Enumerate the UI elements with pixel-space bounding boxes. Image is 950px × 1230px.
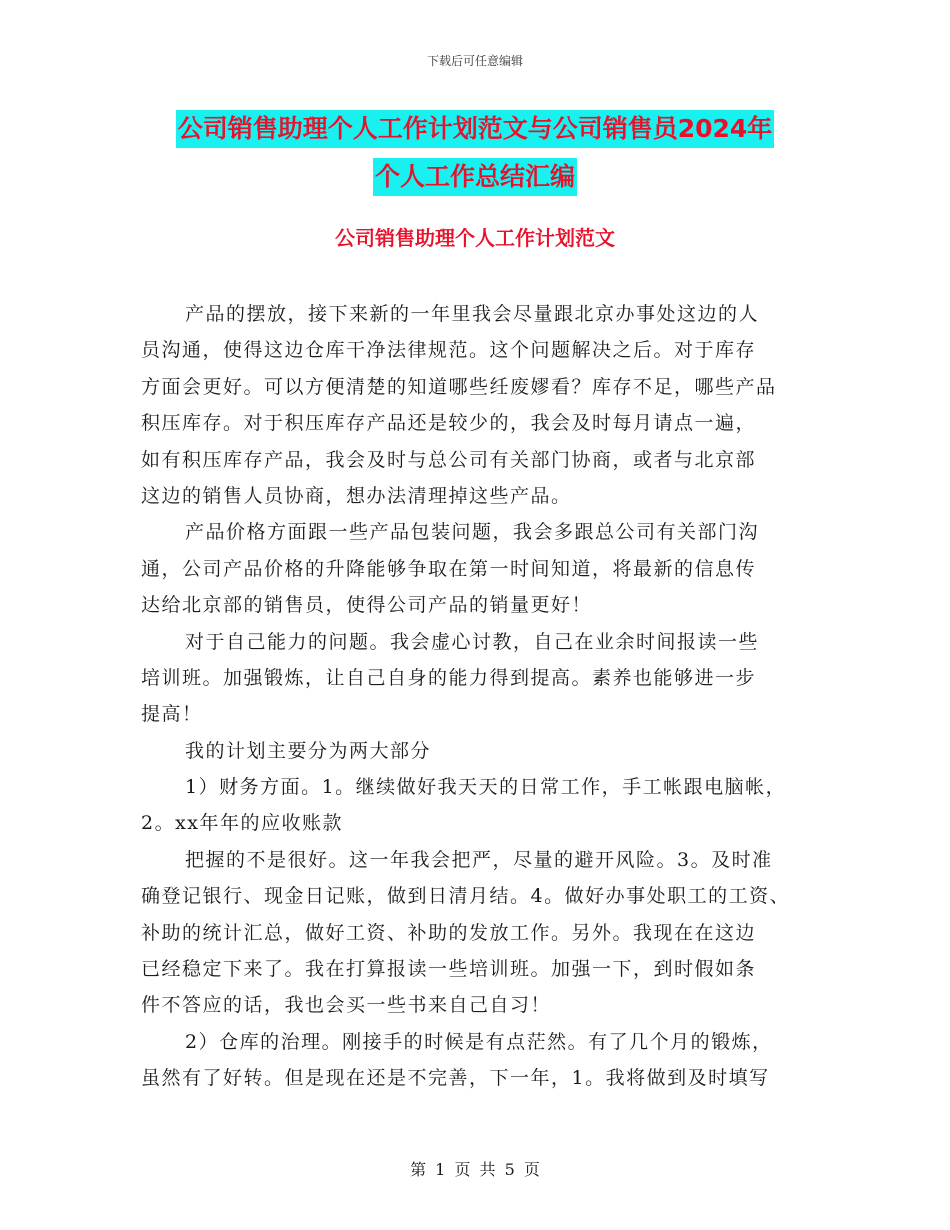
text-line: 2）仓库的治理。刚接手的时候是有点茫然。有了几个月的锻炼， <box>185 1030 773 1053</box>
text-line: 我的计划主要分为两大部分 <box>185 739 432 762</box>
text-line: 件不答应的话，我也会买一些书来自己自习！ <box>141 994 552 1017</box>
text-line: 培训班。加强锻炼，让自己自身的能力得到提高。素养也能够进一步 <box>141 666 757 689</box>
text-line: 产品的摆放，接下来新的一年里我会尽量跟北京办事处这边的人 <box>185 303 760 325</box>
text-line: 已经稳定下来了。我在打算报读一些培训班。加强一下，到时假如条 <box>141 958 757 981</box>
section-title: 公司销售助理个人工作计划范文 <box>335 226 615 250</box>
text-line: 方面会更好。可以方便清楚的知道哪些纴废嫪看？库存不足，哪些产品 <box>141 375 777 398</box>
document-title <box>0 110 950 204</box>
header-note: 下载后可任意编辑 <box>426 54 523 68</box>
text-line: 积压库存。对于积压库存产品还是较少的，我会及时每月请点一遍， <box>141 412 757 435</box>
text-line: 员沟通，使得这边仓库干净法律规范。这个问题解决之后。对于库存 <box>141 339 757 362</box>
text-line: 如有积压库存产品，我会及时与总公司有关部门协商，或者与北京部 <box>141 448 757 471</box>
body-text <box>141 296 831 1097</box>
text-line: 2。xx年年的应收账款 <box>141 812 344 835</box>
text-line: 产品价格方面跟一些产品包装问题，我会多跟总公司有关部门沟 <box>185 521 760 544</box>
document-title-line-2: 个人工作总结汇编 <box>373 158 577 196</box>
text-line: 提高！ <box>141 703 203 726</box>
text-line: 确登记银行、现金日记账，做到日清月结。4。做好办事处职工的工资、 <box>141 885 791 908</box>
text-line: 虽然有了好转。但是现在还是不完善，下一年，1。我将做到及时填写 <box>141 1067 770 1090</box>
text-line: 对于自己能力的问题。我会虚心讨教，自己在业余时间报读一些 <box>185 630 760 653</box>
text-line: 达给北京部的销售员，使得公司产品的销量更好！ <box>141 594 593 617</box>
text-line: 通，公司产品价格的升降能够争取在第一时间知道，将最新的信息传 <box>141 557 757 580</box>
page-footer: 第 1 页 共 5 页 <box>410 1160 540 1179</box>
document-title-line-1: 公司销售助理个人工作计划范文与公司销售员2024年 <box>176 110 775 148</box>
text-line: 1）财务方面。1。继续做好我天天的日常工作，手工帐跟电脑帐， <box>185 776 787 799</box>
text-line: 把握的不是很好。这一年我会把严，尽量的避开风险。3。及时准 <box>185 848 773 871</box>
text-line: 补助的统计汇总，做好工资、补助的发放工作。另外。我现在在这边 <box>141 921 757 944</box>
text-line: 这边的销售人员协商，想办法清理掉这些产品。 <box>141 484 572 507</box>
